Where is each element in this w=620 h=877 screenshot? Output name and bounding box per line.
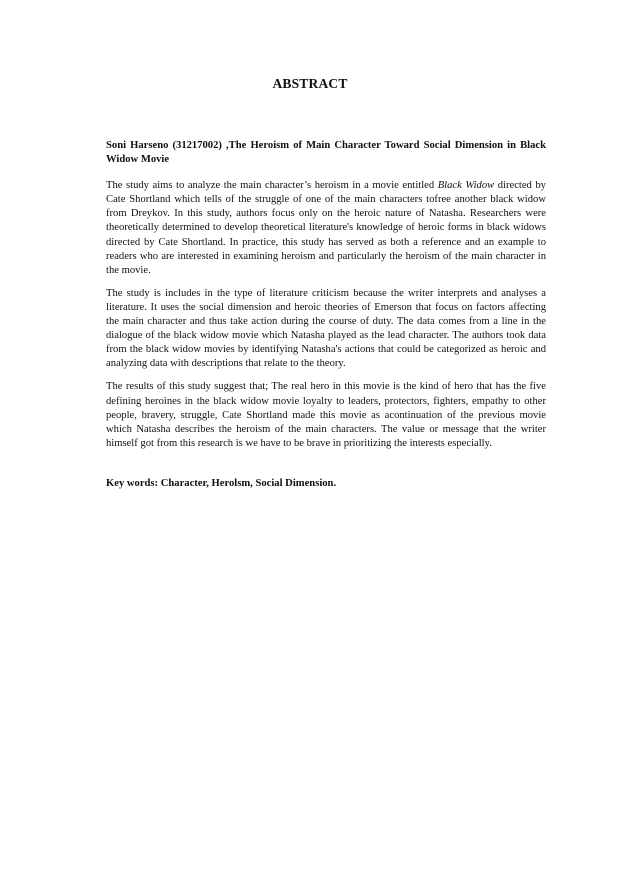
paragraph-3: The results of this study suggest that; The real hero in this movie is the kind of hero that has the five defining heroines in the black widow movie loyalty to leaders, protectors, fighters, empathy to other people, bravery, struggle, Cate Shortland made this movie as acontinuation of the previous movie which Natasha describes the heroism of the main characters. The value or message that the writer himself got from this research is we have to be brave in prioritizing the interests especially. [106, 381, 546, 449]
paragraph-1-text-a: The study aims to analyze the main character’s heroism in a movie entitled [106, 180, 438, 192]
abstract-body [106, 139, 546, 502]
movie-title-italic: Black Widow [437, 180, 495, 192]
keywords-line: Key words: Character, Herolsm, Social Dimension. [106, 477, 337, 489]
abstract-heading: Soni Harseno (31217002) ,The Heroism of Main Character Toward Social Dimension in Black Widow Movie [106, 140, 546, 166]
paragraph-1-text-b: directed by Cate Shortland which tells of the struggle of one of the main characters tofree another black widow from Dreykov. In this study, authors focus only on the heroic nature of Natasha. Researchers were theoretically determined to develop theoretical literature's knowledge of heroic forms in black widows directed by Cate Shortland. In practice, this study has served as both a reference and an example to readers who are interested in examining heroism and particularly the heroism of the main character in the movie. [106, 180, 546, 276]
paragraph-2: The study is includes in the type of literature criticism because the writer interprets and analyses a literature. It uses the social dimension and heroic theories of Emerson that focus on factors affecting the main character and thus take action during the course of duty. The data comes from a line in the dialogue of the black widow movie which Natasha played as the lead character. The authors took data from the black widow movies by identifying Natasha's actions that could be categorized as heroic and analyzing data with descriptions that relate to the theory. [106, 287, 546, 370]
page-title: ABSTRACT [272, 76, 348, 91]
paragraph-1 [106, 179, 546, 278]
